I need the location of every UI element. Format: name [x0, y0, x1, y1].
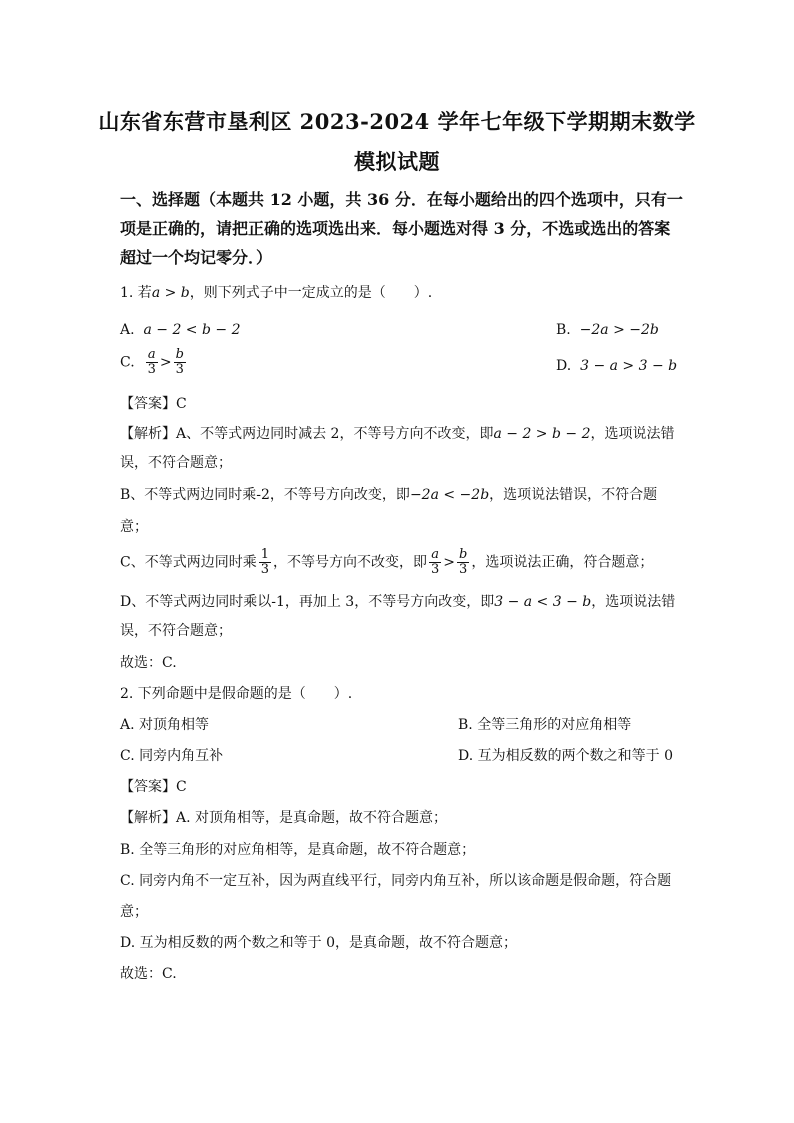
q1-explanation-d-line1: [120, 592, 675, 612]
exp-fraction-a: [429, 548, 441, 577]
q1-option-a-label: A.: [120, 322, 135, 338]
doc-title-line1: 山东省东营市垦利区 2023-2024 学年七年级下学期期末数学: [98, 109, 696, 134]
exp-math: a − 2 > b − 2: [493, 426, 591, 442]
q1-explanation-b-line1: [120, 485, 657, 505]
q2-answer: 【答案】C: [120, 779, 187, 795]
exp-text: ，选项说法正确，符合题意；: [471, 554, 654, 571]
fraction-numerator: b: [175, 347, 184, 362]
fraction-denominator: 3: [459, 562, 468, 577]
exp-text: ，选项说法错: [591, 594, 676, 610]
q1-option-c-fraction-a: [146, 348, 158, 377]
exp-fraction-one-third: [259, 548, 271, 577]
q1-option-c-fraction-b: [174, 348, 186, 377]
q2-explanation-line3: C. 同旁内角不一定互补，因为两直线平行，同旁内角互补，所以该命题是假命题，符合题: [120, 873, 672, 889]
q1-option-c: [120, 348, 188, 377]
section-heading-line2: 项是正确的，请把正确的选项选出来．每小题选对得 3 分，不选或选出的答案: [120, 219, 671, 238]
q2-explanation-line2: B. 全等三角形的对应角相等，是真命题，故不符合题意；: [120, 842, 476, 858]
exp-text: D、不等式两边同时乘以-1，再加上 3，不等号方向改变，即: [120, 594, 495, 610]
exp-math: 3 − a < 3 − b: [494, 594, 592, 610]
section-heading-line1: 一、选择题（本题共 12 小题，共 36 分．在每小题给出的四个选项中，只有一: [120, 190, 683, 209]
q1-stem-math: a > b: [151, 285, 190, 301]
q1-explanation-d-line2: 误，不符合题意；: [120, 623, 232, 639]
q1-stem: [120, 283, 432, 303]
q1-option-d-math: 3 − a > 3 − b: [580, 358, 678, 374]
exp-relation: >: [443, 554, 456, 571]
q1-option-d: [556, 356, 677, 376]
q2-stem: 2. 下列命题中是假命题的是（ ）.: [120, 686, 353, 702]
fraction-denominator: 3: [175, 362, 184, 377]
exp-math: −2a < −2b: [409, 487, 490, 503]
exp-text: C、不等式两边同时乘: [120, 554, 257, 571]
q1-option-b: [556, 320, 659, 340]
q2-option-a: A. 对顶角相等: [120, 717, 210, 733]
q2-option-d: D. 互为相反数的两个数之和等于 0: [458, 748, 673, 764]
q1-answer: 【答案】C: [120, 396, 187, 412]
q1-option-c-label: C.: [120, 354, 135, 371]
q2-choose: 故选：C.: [120, 966, 177, 982]
q1-option-a: [120, 320, 240, 340]
fraction-numerator: b: [459, 547, 468, 562]
exp-fraction-b: [457, 548, 469, 577]
fraction-denominator: 3: [260, 562, 269, 577]
exp-text: B、不等式两边同时乘-2，不等号方向改变，即: [120, 487, 410, 503]
q1-explanation-a-line2: 误，不符合题意；: [120, 455, 232, 471]
q2-option-c: C. 同旁内角互补: [120, 748, 224, 764]
q2-explanation-line5: D. 互为相反数的两个数之和等于 0，是真命题，故不符合题意；: [120, 935, 517, 951]
fraction-numerator: a: [429, 548, 441, 563]
q1-stem-post: ，则下列式子中一定成立的是（ ）.: [189, 285, 433, 301]
q1-explanation-c: [120, 548, 653, 577]
q1-option-c-relation: >: [159, 354, 172, 371]
doc-title-line2: 模拟试题: [354, 149, 440, 174]
fraction-denominator: 3: [147, 362, 156, 377]
q1-option-b-label: B.: [556, 322, 571, 338]
exp-text: 【解析】A、不等式两边同时减去 2，不等号方向不改变，即: [120, 426, 494, 442]
q1-option-b-math: −2a > −2b: [579, 322, 659, 338]
fraction-denominator: 3: [431, 562, 440, 577]
q1-choose: 故选：C.: [120, 655, 177, 671]
q1-option-a-math: a − 2 < b − 2: [143, 322, 241, 338]
q2-explanation-line4: 意；: [120, 904, 148, 920]
exp-text: ，选项说法错: [590, 426, 675, 442]
q2-option-b: B. 全等三角形的对应角相等: [458, 717, 632, 733]
q2-explanation-line1: 【解析】A. 对顶角相等，是真命题，故不符合题意；: [120, 810, 448, 826]
section-heading-line3: 超过一个均记零分．）: [120, 248, 273, 267]
fraction-numerator: a: [146, 348, 158, 363]
q1-explanation-b-line2: 意；: [120, 519, 148, 535]
q1-stem-pre: 1. 若: [120, 285, 152, 301]
fraction-numerator: 1: [260, 547, 269, 562]
exp-text: ，选项说法错误，不符合题: [489, 487, 658, 503]
q1-option-d-label: D.: [556, 358, 572, 374]
exp-text: ，不等号方向不改变，即: [273, 554, 427, 571]
q1-explanation-a-line1: [120, 424, 674, 444]
